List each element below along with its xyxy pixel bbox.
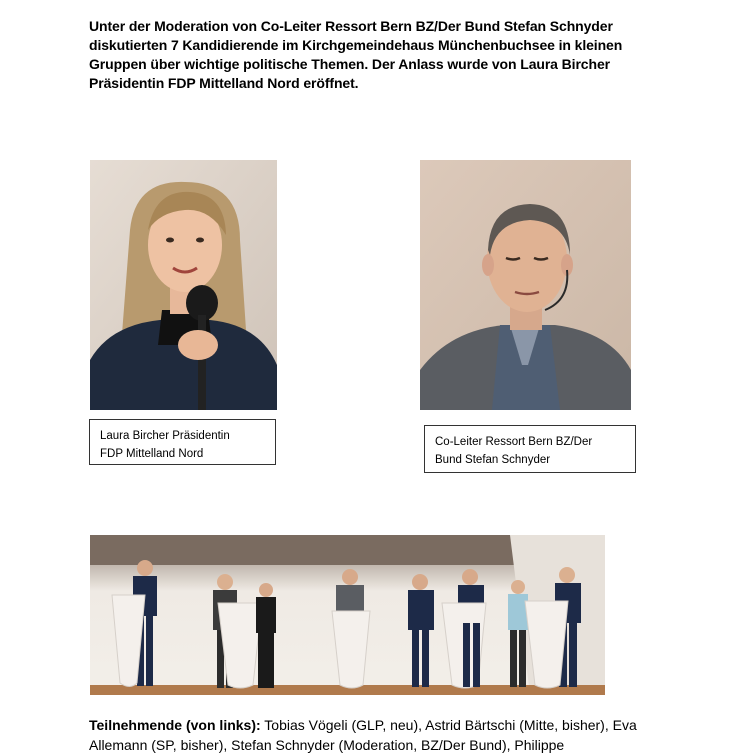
participants-label: Teilnehmende (von links): [89, 717, 261, 733]
photo-laura-bircher [90, 160, 277, 410]
caption-stefan-line2: Bund Stefan Schnyder [435, 454, 551, 466]
stefan-schnyder-illustration [420, 160, 631, 410]
caption-stefan-schnyder [424, 425, 636, 473]
caption-laura-line1: Laura Bircher Präsidentin [100, 430, 230, 442]
caption-stefan-line1: Co-Leiter Ressort Bern BZ/Der [435, 436, 593, 448]
participants-paragraph [89, 715, 669, 755]
photo-panel-discussion [90, 535, 605, 695]
photo-stefan-schnyder [420, 160, 631, 410]
caption-laura-bircher [89, 419, 276, 465]
panel-discussion-illustration [90, 535, 605, 695]
panel-person-3 [256, 583, 276, 688]
participants-list: Tobias Vögeli (GLP, neu), Astrid Bärtschi (Mitte, bisher), Eva Allemann (SP, bisher), Stefan Schnyder (Moderation, BZ/Der Bund), Philippe [89, 717, 637, 753]
laura-bircher-illustration [90, 160, 277, 410]
intro-paragraph: Unter der Moderation von Co-Leiter Ressort Bern BZ/Der Bund Stefan Schnyder diskutierten 7 Kandidierende im Kirchgemeindehaus Münchenbuchsee in kleinen Gruppen über wichtige politische Themen. Der Anlass wurde von Laura Bircher Präsidentin FDP Mittelland Nord eröffnet. [89, 18, 623, 91]
caption-laura-line2: FDP Mittelland Nord [100, 448, 204, 460]
